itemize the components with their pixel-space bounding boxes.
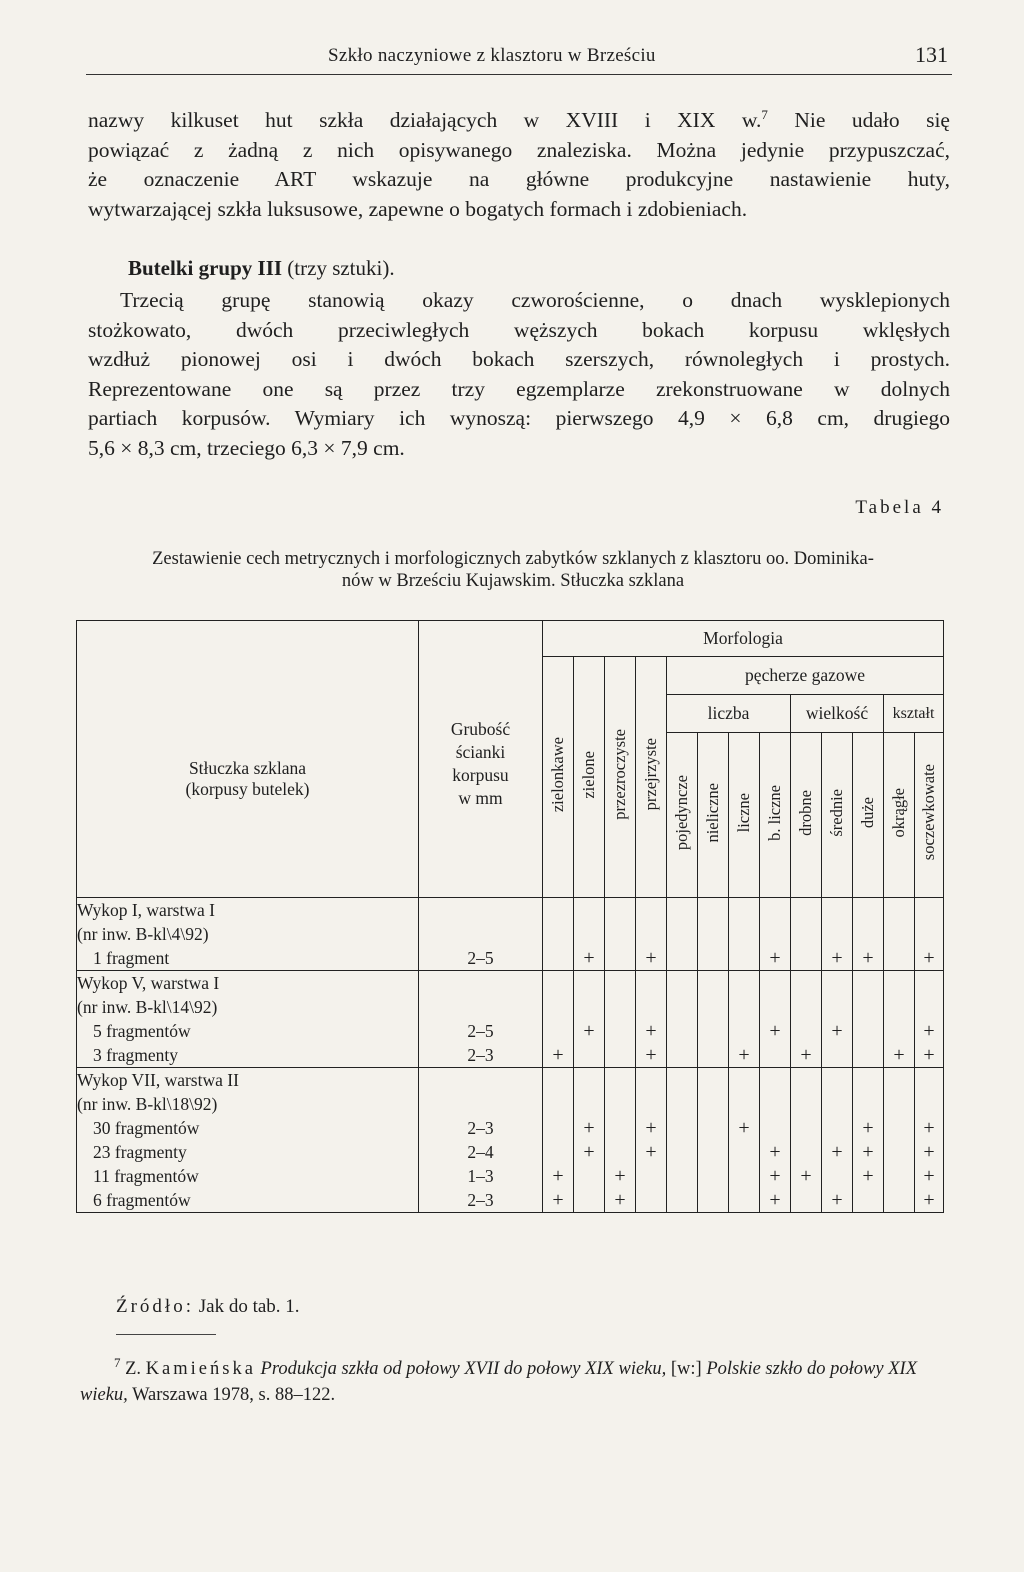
page-number: 131 <box>915 42 948 67</box>
mark <box>667 946 697 970</box>
mark: + <box>831 1020 843 1042</box>
mark <box>729 1019 759 1043</box>
mark: + <box>923 947 935 969</box>
mark-cell <box>791 1068 822 1213</box>
col-zielonkawe: zielonkawe <box>543 657 574 898</box>
mark: + <box>769 1165 781 1187</box>
mark: + <box>862 1141 874 1163</box>
mark: + <box>583 1117 595 1139</box>
col-header-pecherze: pęcherze gazowe <box>667 657 944 695</box>
running-head <box>86 40 952 75</box>
group-label: (nr inw. B-kl\18\92) <box>77 1094 218 1114</box>
mark-cell <box>667 1068 698 1213</box>
mark: + <box>738 1044 750 1066</box>
thickness-value: 2–4 <box>467 1142 494 1162</box>
col-okragle: okrągłe <box>884 733 915 898</box>
mark-cell <box>760 971 791 1068</box>
mark-cell <box>822 1068 853 1213</box>
mark <box>667 1140 697 1164</box>
mark: + <box>800 1044 812 1066</box>
row-label: 30 fragmentów <box>93 1118 200 1138</box>
group-label-cell <box>77 1068 419 1213</box>
paragraph-2-line: Trzecią grupę stanowią okazy czworościenne, o dnach wysklepionych <box>120 288 950 312</box>
mark <box>729 1140 759 1164</box>
footnote-ref[interactable]: 7 <box>761 106 768 122</box>
mark-cell <box>822 898 853 971</box>
col-header-grubosc: Grubość ścianki korpusu w mm <box>419 621 543 898</box>
mark: + <box>552 1044 564 1066</box>
mark <box>760 1116 790 1140</box>
col-header-liczba: liczba <box>667 695 791 733</box>
col-header-ksztalt: kształt <box>884 695 944 733</box>
group-label-cell <box>77 898 419 971</box>
col-duze: duże <box>853 733 884 898</box>
mark-cell <box>543 971 574 1068</box>
mark-cell <box>667 898 698 971</box>
mark: + <box>614 1165 626 1187</box>
mark <box>667 1164 697 1188</box>
row-label: 3 fragmenty <box>93 1045 179 1065</box>
footnote-rule <box>116 1334 216 1335</box>
group-label: Wykop I, warstwa I <box>77 900 215 920</box>
mark <box>543 1019 573 1043</box>
mark-cell <box>884 1068 915 1213</box>
mark <box>636 1188 666 1212</box>
col-soczewkowate: soczewkowate <box>915 733 944 898</box>
mark-cell <box>853 1068 884 1213</box>
mark: + <box>923 1117 935 1139</box>
mark-cell <box>729 971 760 1068</box>
mark <box>636 1164 666 1188</box>
paragraph-1 <box>88 106 950 224</box>
mark: + <box>862 947 874 969</box>
col-zielone: zielone <box>574 657 605 898</box>
mark-cell <box>605 1068 636 1213</box>
mark: + <box>769 1020 781 1042</box>
mark <box>543 1116 573 1140</box>
mark <box>822 1164 852 1188</box>
mark <box>853 1019 883 1043</box>
mark <box>698 1043 728 1067</box>
mark-cell <box>574 898 605 971</box>
mark <box>791 946 821 970</box>
thickness-cell <box>419 898 543 971</box>
mark: + <box>923 1044 935 1066</box>
mark-cell <box>698 971 729 1068</box>
mark-cell <box>574 1068 605 1213</box>
mark-cell <box>574 971 605 1068</box>
mark: + <box>645 1141 657 1163</box>
col-header-wielkosc: wielkość <box>791 695 884 733</box>
mark-cell <box>822 971 853 1068</box>
mark-cell <box>667 971 698 1068</box>
mark <box>605 1043 635 1067</box>
mark <box>667 1019 697 1043</box>
mark <box>884 1188 914 1212</box>
mark: + <box>583 947 595 969</box>
mark: + <box>923 1020 935 1042</box>
mark <box>605 946 635 970</box>
row-label: 1 fragment <box>93 948 170 968</box>
col-b-liczne: b. liczne <box>760 733 791 898</box>
mark-cell <box>791 971 822 1068</box>
mark <box>884 1140 914 1164</box>
mark <box>791 1140 821 1164</box>
mark: + <box>645 1020 657 1042</box>
caption-line: nów w Brześciu Kujawskim. Stłuczka szklana <box>341 571 685 591</box>
paragraph-1-line: wytwarzającej szkła luksusowe, zapewne o bogatych formach i zdobieniach. <box>88 196 748 221</box>
mark <box>698 1164 728 1188</box>
col-przejrzyste: przejrzyste <box>636 657 667 898</box>
mark-cell <box>636 1068 667 1213</box>
mark <box>822 1116 852 1140</box>
mark: + <box>769 947 781 969</box>
mark: + <box>583 1141 595 1163</box>
mark-cell <box>791 898 822 971</box>
mark: + <box>800 1165 812 1187</box>
mark <box>543 946 573 970</box>
col-drobne: drobne <box>791 733 822 898</box>
mark <box>698 1140 728 1164</box>
mark: + <box>552 1189 564 1211</box>
mark <box>884 946 914 970</box>
thickness-value: 2–5 <box>467 1021 494 1041</box>
mark: + <box>583 1020 595 1042</box>
col-liczne: liczne <box>729 733 760 898</box>
mark <box>698 946 728 970</box>
row-label: 6 fragmentów <box>93 1190 191 1210</box>
table-group-row <box>77 971 944 1068</box>
paragraph-2-line: 5,6 × 8,3 cm, trzeciego 6,3 × 7,9 cm. <box>88 435 405 460</box>
mark <box>884 1164 914 1188</box>
mark <box>729 1188 759 1212</box>
mark-cell <box>636 898 667 971</box>
mark: + <box>614 1189 626 1211</box>
mark-cell <box>698 898 729 971</box>
mark: + <box>923 1189 935 1211</box>
thickness-value: 2–3 <box>467 1118 494 1138</box>
row-label: 11 fragmentów <box>93 1166 199 1186</box>
paragraph-1-line: nazwy kilkuset hut szkła działających w XVIII i XIX w.$^7$ Nie udało się <box>88 106 950 132</box>
mark: + <box>738 1117 750 1139</box>
data-table <box>76 620 944 1213</box>
mark: + <box>769 1141 781 1163</box>
mark-cell <box>853 898 884 971</box>
mark-cell <box>915 1068 944 1213</box>
mark: + <box>862 1165 874 1187</box>
mark-cell <box>884 971 915 1068</box>
mark <box>667 1116 697 1140</box>
mark <box>698 1188 728 1212</box>
paragraph-2-line: stożkowato, dwóch przeciwległych węższych bokach korpusu wklęsłych <box>88 317 950 342</box>
mark <box>791 1019 821 1043</box>
mark <box>605 1140 635 1164</box>
table-label: Tabela 4 <box>855 497 944 518</box>
mark <box>853 1043 883 1067</box>
mark: + <box>831 947 843 969</box>
footnote: $^7$ Z. Kamieńska Produkcja szkła od połowy XVII do połowy XIX wieku, [w:] Polskie szkło do połowy XIX wieku, Warszawa 1978, s. 88–122. <box>80 1354 917 1405</box>
mark-cell <box>853 971 884 1068</box>
mark-cell <box>605 898 636 971</box>
col-header-stluczka: Stłuczka szklana (korpusy butelek) <box>77 621 419 898</box>
col-przezroczyste: przezroczyste <box>605 657 636 898</box>
group-label: Wykop V, warstwa I <box>77 973 220 993</box>
group-label: (nr inw. B-kl\4\92) <box>77 924 209 944</box>
paragraph-2-line: wzdłuż pionowej osi i dwóch bokach szerszych, równoległych i prostych. <box>88 347 950 371</box>
thickness-value: 2–3 <box>467 1190 494 1210</box>
mark: + <box>769 1189 781 1211</box>
group-label-cell <box>77 971 419 1068</box>
mark-cell <box>698 1068 729 1213</box>
mark <box>574 1164 604 1188</box>
mark <box>729 946 759 970</box>
paragraph-2-line: partiach korpusów. Wymiary ich wynoszą: pierwszego 4,9 × 6,8 cm, drugiego <box>88 406 950 430</box>
mark: + <box>645 947 657 969</box>
table-caption <box>70 548 956 592</box>
mark <box>791 1116 821 1140</box>
mark: + <box>831 1141 843 1163</box>
thickness-value: 2–5 <box>467 948 494 968</box>
paragraph-2-line: Reprezentowane one są przez trzy egzemplarze zrekonstruowane w dolnych <box>88 376 950 401</box>
mark-cell <box>884 898 915 971</box>
paragraph-2 <box>88 286 950 463</box>
thickness-cell <box>419 1068 543 1213</box>
mark <box>760 1043 790 1067</box>
mark-cell <box>636 971 667 1068</box>
table-group-row <box>77 1068 944 1213</box>
row-label: 23 fragmenty <box>93 1142 187 1162</box>
mark: + <box>552 1165 564 1187</box>
mark <box>605 1019 635 1043</box>
mark: + <box>893 1044 905 1066</box>
mark <box>543 1140 573 1164</box>
mark-cell <box>760 898 791 971</box>
paragraph-1-line: że oznaczenie ART wskazuje na główne produkcyjne nastawienie huty, <box>88 167 950 191</box>
table-body <box>77 898 944 1213</box>
paragraph-1-line: powiązać z żadną z nich opisywanego znaleziska. Można jedynie przypuszczać, <box>88 137 950 162</box>
table-group-row <box>77 898 944 971</box>
thickness-value: 2–3 <box>467 1045 494 1065</box>
mark: + <box>862 1117 874 1139</box>
mark: + <box>923 1141 935 1163</box>
mark <box>729 1164 759 1188</box>
mark <box>884 1019 914 1043</box>
mark: + <box>645 1044 657 1066</box>
mark: + <box>831 1189 843 1211</box>
mark <box>884 1116 914 1140</box>
table-source: Źródło: Jak do tab. 1. <box>116 1296 300 1317</box>
col-pojedyncze: pojedyncze <box>667 733 698 898</box>
mark: + <box>645 1117 657 1139</box>
col-nieliczne: nieliczne <box>698 733 729 898</box>
mark <box>605 1116 635 1140</box>
mark-cell <box>729 1068 760 1213</box>
running-head-title: Szkło naczyniowe z klasztoru w Brześciu <box>328 45 656 66</box>
mark <box>667 1043 697 1067</box>
mark-cell <box>729 898 760 971</box>
row-label: 5 fragmentów <box>93 1021 191 1041</box>
mark <box>698 1116 728 1140</box>
mark <box>667 1188 697 1212</box>
mark <box>853 1188 883 1212</box>
col-header-morfologia: Morfologia <box>543 621 944 657</box>
group-label: Wykop VII, warstwa II <box>77 1070 239 1090</box>
mark: + <box>923 1165 935 1187</box>
mark-cell <box>543 1068 574 1213</box>
mark-cell <box>915 971 944 1068</box>
mark <box>791 1188 821 1212</box>
mark-cell <box>915 898 944 971</box>
section-heading: Butelki grupy III (trzy sztuki). <box>128 256 395 280</box>
mark-cell <box>760 1068 791 1213</box>
mark-cell <box>605 971 636 1068</box>
mark-cell <box>543 898 574 971</box>
mark <box>574 1043 604 1067</box>
caption-line: Zestawienie cech metrycznych i morfologicznych zabytków szklanych z klasztoru oo. Dominika- <box>152 549 874 569</box>
mark <box>698 1019 728 1043</box>
mark <box>822 1043 852 1067</box>
group-label: (nr inw. B-kl\14\92) <box>77 997 218 1017</box>
thickness-value: 1–3 <box>467 1166 494 1186</box>
thickness-cell <box>419 971 543 1068</box>
col-srednie: średnie <box>822 733 853 898</box>
mark <box>574 1188 604 1212</box>
